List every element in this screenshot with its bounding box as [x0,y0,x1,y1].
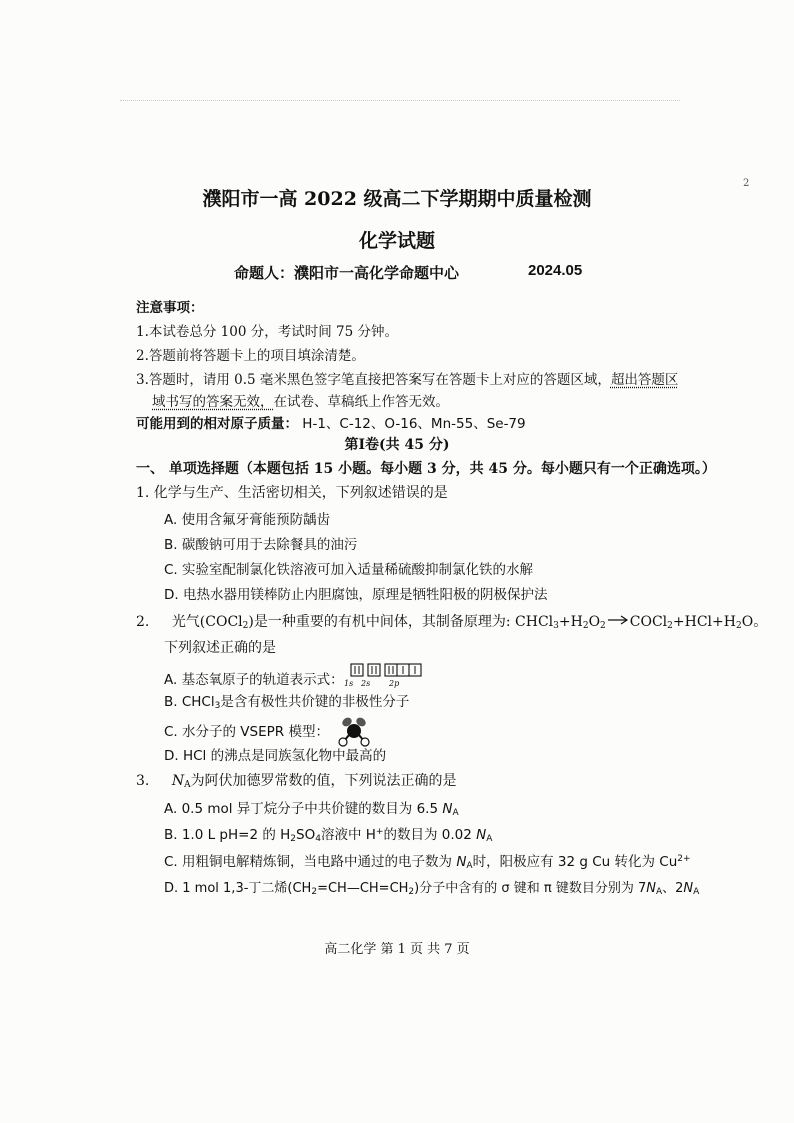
q2-option-b-b: 是含有极性共价键的非极性分子 [220,694,410,710]
q3-option-b-b: SO [296,827,316,843]
q1-option-a: A. 使用含氟牙膏能预防龋齿 [164,512,331,528]
q2-sub-3: 3 [553,621,559,631]
exam-author: 命题人：濮阳市一高化学命题中心 [234,264,460,282]
note-item-3 [136,368,678,388]
q3-option-d-sub-a1: A [655,887,663,897]
q3-stem-text: 为阿伏加德罗常数的值，下列说法正确的是 [190,773,457,789]
note-item-1: 1.本试卷总分 100 分，考试时间 75 分钟。 [136,324,398,340]
q3-option-b-sub-a: A [486,834,493,844]
q2-stem-b: )是一种重要的有机中间体，其制备原理为: CHCl [248,614,554,630]
q3-option-d [164,877,699,897]
q3-option-a-na: N [442,801,453,817]
q2-stem-line2: 下列叙述正确的是 [164,640,276,656]
q2-option-b [164,690,409,711]
q3-stem [136,770,457,790]
section-title: 第Ⅰ卷(共 45 分) [344,437,450,453]
atomic-masses-values: H-1、C-12、O-16、Mn-55、Se-79 [302,416,526,432]
q3-number: 3. [136,773,150,789]
note-item-3-line2 [152,390,449,410]
q2-number: 2. [136,614,150,630]
q3-option-c-na: N [456,854,467,870]
q3-option-b-a: B. 1.0 L pH=2 的 H [164,827,291,843]
q3-option-d-sub-a2: A [693,887,700,897]
q2-option-b-a: B. CHCl [164,694,215,710]
q3-option-c-b: 时，阳极应有 32 g Cu 转化为 Cu [472,854,678,870]
q3-option-b-sub2: 2 [290,834,297,844]
orbital-label-1s: 1s [344,679,354,688]
orbital-label-2p: 2p [389,679,400,688]
q3-option-a-text: A. 0.5 mol 异丁烷分子中共价键的数目为 6.5 [164,801,443,817]
q2-sub-2e: 2 [735,621,742,631]
q2-option-d: D. HCl 的沸点是同族氢化物中最高的 [164,748,387,764]
q3-option-b-sub4: 4 [315,834,321,844]
section-instruction: 一、 单项选择题（本题包括 15 小题。每小题 3 分，共 45 分。每小题只有一个正确选项。） [136,461,716,477]
q2-stem [136,611,767,631]
q1-stem: 1. 化学与生产、生活密切相关，下列叙述错误的是 [136,485,448,501]
note-item-2: 2.答题前将答题卡上的项目填涂清楚。 [136,348,365,364]
q3-option-b-d: 的数目为 0.02 [383,827,477,843]
q3-na-sub: A [184,780,191,790]
q1-option-d: D. 电热水器用镁棒防止内胆腐蚀，原理是牺牲阳极的阴极保护法 [164,587,548,603]
q3-na: N [171,773,185,789]
q3-option-b [164,823,492,844]
q2-option-b-sub: 3 [214,701,221,711]
q2-option-c-text: C. 水分子的 VSEPR 模型： [164,724,329,740]
q3-option-d-a: D. 1 mol 1,3-丁二烯(CH [164,881,312,896]
exam-title: 濮阳市一高 2022 级高二下学期期中质量检测 [202,188,592,210]
q3-option-d-c: )分子中含有的 σ 键和 π 键数目分别为 7 [414,881,647,896]
q2-stem-c: +H [558,614,583,630]
notes-heading: 注意事项： [136,300,204,316]
q2-sub-2d: 2 [667,621,673,631]
q3-option-a-sub: A [452,808,459,818]
scan-edge-line [120,100,680,101]
q2-sub-2b: 2 [582,621,589,631]
q3-option-c [164,850,691,871]
atomic-masses [136,412,526,432]
note-item-3-line2-emphasis: 域书写的答案无效， [152,394,274,410]
q3-option-d-b: =CH—CH=CH [317,881,409,896]
q3-option-d-sub1: 2 [311,887,318,897]
exam-subtitle: 化学试题 [358,230,435,252]
q2-stem-e: COCl [629,614,668,630]
q3-option-a [164,797,459,818]
orbital-label-2s: 2s [361,679,371,688]
q3-option-c-a: C. 用粗铜电解精炼铜，当电路中通过的电子数为 [164,854,457,870]
q3-option-c-sup: 2+ [677,854,691,864]
q3-option-d-na1: N [646,881,656,896]
q2-option-a [164,663,426,688]
q2-stem-d: O [588,614,601,630]
q3-option-d-d: 、2 [662,881,684,896]
q3-option-b-sup: + [375,827,384,837]
note-item-3-emphasis: 超出答题区 [610,372,679,388]
q2-option-a-text: A. 基态氧原子的轨道表示式： [164,672,344,688]
q1-option-c: C. 实验室配制氯化铁溶液可加入适量稀硫酸抑制氯化铁的水解 [164,562,534,578]
q3-option-d-na2: N [683,881,694,896]
q1-option-b: B. 碳酸钠可用于去除餐具的油污 [164,537,358,553]
atomic-masses-label: 可能用到的相对原子质量： [136,416,298,432]
q2-sub-2a: 2 [242,621,249,631]
q3-option-d-sub2: 2 [408,887,415,897]
q2-sub-2c: 2 [600,621,606,631]
q3-option-b-c: 溶液中 H [320,827,376,843]
margin-mark: 2 [743,178,750,189]
reaction-arrow-icon [607,615,629,625]
q2-stem-g: O。 [741,614,768,630]
q2-stem-f: +HCl+H [672,614,736,630]
page-footer: 高二化学 第 1 页 共 7 页 [324,942,470,957]
q3-option-c-sub: A [466,861,473,871]
note-item-3-line2-text: 在试卷、草稿纸上作答无效。 [273,394,449,410]
note-item-3-text: 3.答题时，请用 0.5 毫米黑色签字笔直接把答案写在答题卡上对应的答题区域， [136,372,611,388]
q3-option-b-na: N [476,827,487,843]
exam-date: 2024.05 [528,262,583,279]
q2-stem-a: 光气(COCl [171,614,243,630]
